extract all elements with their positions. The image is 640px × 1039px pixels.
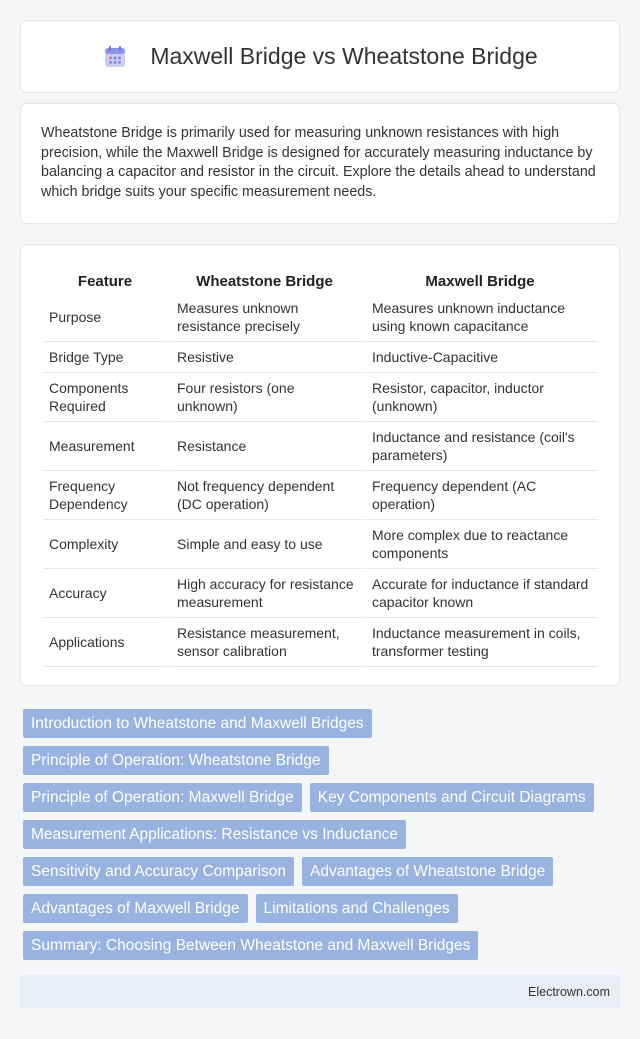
table-row	[43, 293, 598, 342]
footer	[20, 975, 620, 1008]
table-cell: High accuracy for resistance measurement	[167, 569, 362, 618]
tag-link[interactable]: Introduction to Wheatstone and Maxwell Bridges	[23, 709, 372, 738]
table-cell: Measures unknown inductance using known capacitance	[362, 293, 598, 342]
table-row	[43, 342, 598, 373]
table-row	[43, 618, 598, 667]
table-header-wheatstone: Wheatstone Bridge	[196, 272, 333, 290]
table-cell: Resistance measurement, sensor calibration	[167, 618, 362, 667]
table-cell: Purpose	[43, 293, 167, 342]
table-cell: Inductance measurement in coils, transformer testing	[362, 618, 598, 667]
calendar-icon	[102, 44, 128, 70]
intro-card	[20, 103, 620, 224]
table-cell: Resistance	[167, 422, 362, 471]
table-cell: Measurement	[43, 422, 167, 471]
table-row	[43, 373, 598, 422]
table-cell: Accurate for inductance if standard capacitor known	[362, 569, 598, 618]
tag-link[interactable]: Sensitivity and Accuracy Comparison	[23, 857, 294, 886]
table-header-maxwell: Maxwell Bridge	[425, 272, 535, 290]
table-cell: Complexity	[43, 520, 167, 569]
comparison-table	[43, 263, 598, 667]
tag-link[interactable]: Key Components and Circuit Diagrams	[310, 783, 594, 812]
table-cell: Resistive	[167, 342, 362, 373]
table-row	[43, 471, 598, 520]
table-cell: Simple and easy to use	[167, 520, 362, 569]
table-cell: Measures unknown resistance precisely	[167, 293, 362, 342]
table-cell: Frequency Dependency	[43, 471, 167, 520]
footer-site-link[interactable]: Electrown.com	[528, 984, 610, 999]
page-title: Maxwell Bridge vs Wheatstone Bridge	[150, 43, 538, 69]
tag-link[interactable]: Summary: Choosing Between Wheatstone and Maxwell Bridges	[23, 931, 478, 960]
tag-link[interactable]: Principle of Operation: Wheatstone Bridge	[23, 746, 329, 775]
table-cell: Components Required	[43, 373, 167, 422]
tag-link[interactable]: Measurement Applications: Resistance vs Inductance	[23, 820, 406, 849]
table-row	[43, 569, 598, 618]
title-card	[20, 20, 620, 93]
tag-link[interactable]: Limitations and Challenges	[256, 894, 458, 923]
table-header-feature: Feature	[77, 272, 133, 290]
topic-tags	[23, 709, 623, 968]
table-cell: Frequency dependent (AC operation)	[362, 471, 598, 520]
tag-link[interactable]: Advantages of Wheatstone Bridge	[302, 857, 553, 886]
table-cell: Inductance and resistance (coil's parameters)	[362, 422, 598, 471]
table-cell: More complex due to reactance components	[362, 520, 598, 569]
table-row	[43, 520, 598, 569]
table-cell: Resistor, capacitor, inductor (unknown)	[362, 373, 598, 422]
tag-link[interactable]: Advantages of Maxwell Bridge	[23, 894, 248, 923]
table-cell: Four resistors (one unknown)	[167, 373, 362, 422]
table-row	[43, 422, 598, 471]
table-cell: Inductive-Capacitive	[362, 342, 598, 373]
table-cell: Accuracy	[43, 569, 167, 618]
tag-link[interactable]: Principle of Operation: Maxwell Bridge	[23, 783, 302, 812]
comparison-table-card	[20, 244, 620, 686]
table-cell: Bridge Type	[43, 342, 167, 373]
intro-paragraph: Wheatstone Bridge is primarily used for measuring unknown resistances with high precision, while the Maxwell Bridge is designed for accurately measuring inductance by balancing a capacitor and resistor in the circuit. Explore the details ahead to understand which bridge suits your specific measurement needs.	[41, 125, 596, 200]
table-cell: Applications	[43, 618, 167, 667]
table-cell: Not frequency dependent (DC operation)	[167, 471, 362, 520]
